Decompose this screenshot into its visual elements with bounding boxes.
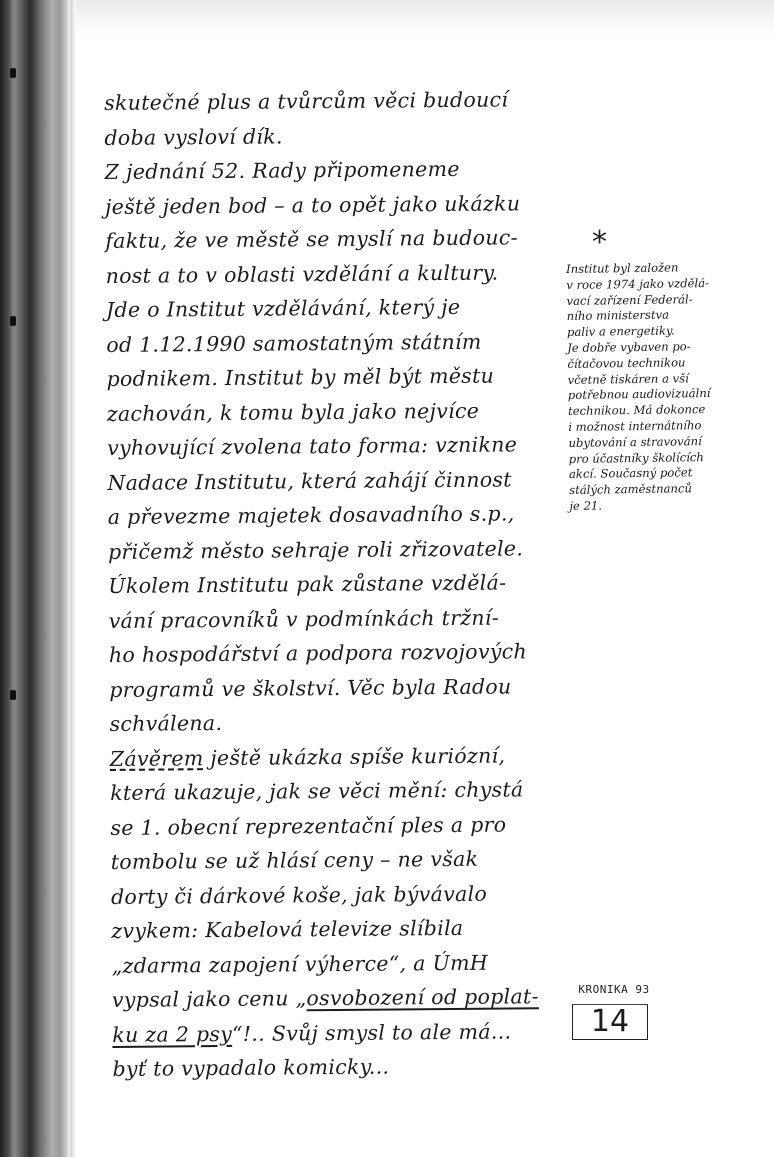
page-fold-shadow <box>70 0 76 1157</box>
note-line: Je dobře vybaven po- <box>567 339 691 355</box>
text-line: vání pracovníků v podmínkách tržní- <box>108 605 500 633</box>
page-number: 14 <box>572 1004 648 1040</box>
note-line: včetně tiskáren a vší <box>567 370 689 387</box>
text-line: byť to vypadalo komicky... <box>112 1054 390 1081</box>
text-line-start: vypsal jako cenu „ <box>111 986 307 1012</box>
text-line-rest: “!.. Svůj smysl to ale má... <box>231 1018 512 1046</box>
text-line: programů ve školství. Věc byla Radou <box>109 673 512 702</box>
note-line: technikou. Má dokonce <box>567 402 706 419</box>
text-line: faktu, že ve městě se myslí na budouc- <box>105 225 518 253</box>
underlined-phrase: ku za 2 psy <box>112 1021 233 1047</box>
text-line: zachován, k tomu byla jako nejvíce <box>106 398 480 426</box>
note-line: v roce 1974 jako vzdělá- <box>566 275 710 292</box>
chronicle-label: KRONIKA 93 <box>578 983 650 996</box>
text-line: Nadace Institutu, která zahájí činnost <box>107 466 512 495</box>
text-line: „zdarma zapojení výherce“, a ÚmH <box>111 950 489 978</box>
page-top-shadow <box>76 0 774 36</box>
note-line: akcí. Současný počet <box>568 465 693 482</box>
text-line: skutečné plus a tvůrcům věci budoucí <box>104 87 509 115</box>
text-line: dorty či dárkové koše, jak bývávalo <box>110 881 488 909</box>
underlined-word: Závěrem <box>109 745 204 771</box>
main-handwritten-text <box>104 82 573 1086</box>
binding-notch <box>10 316 16 326</box>
text-line: přičemž město sehraje roli zřizovatele. <box>107 535 524 564</box>
note-line: pro účastníky školících <box>568 449 704 466</box>
text-line: ještě jeden bod – a to opět jako ukázku <box>104 190 521 219</box>
text-line: nost a to v oblasti vzdělání a kultury. <box>105 260 499 288</box>
text-line: a převezme majetek dosavadního s.p., <box>107 501 515 529</box>
binding-notch <box>10 68 16 78</box>
text-line <box>112 979 572 1018</box>
note-line: čítačovou technikou <box>567 355 686 371</box>
note-line: paliv a energetiky. <box>566 323 675 340</box>
text-line: která ukazuje, jak se věci mění: chystá <box>110 777 524 805</box>
note-line: je 21. <box>569 498 603 513</box>
text-line <box>110 737 570 776</box>
text-line: podnikem. Institut by měl být městu <box>106 363 495 391</box>
text-line: ho hospodářství a podpora rozvojových <box>108 639 528 667</box>
text-line: od 1.12.1990 samostatným státním <box>106 329 482 357</box>
note-line: potřebnou audiovizuální <box>567 386 711 403</box>
note-line: vací zařízení Federál- <box>566 291 693 308</box>
note-line: Institut byl založen <box>566 260 679 276</box>
book-binding <box>0 0 70 1157</box>
text-line <box>112 1013 572 1052</box>
note-line: i možnost internátního <box>568 418 702 434</box>
text-line-rest: ještě ukázka spíše kuriózní, <box>203 743 506 770</box>
text-line: Jde o Institut vzdělávání, který je <box>105 294 461 322</box>
side-note <box>566 259 770 515</box>
text-line: doba vysloví dík. <box>104 123 283 150</box>
text-line: zvykem: Kabelová televize slíbila <box>111 915 464 943</box>
text-line: se 1. obecní reprezentační ples a pro <box>110 812 507 840</box>
underlined-phrase: osvobození od poplat- <box>306 984 539 1011</box>
text-line: schválena. <box>109 710 223 736</box>
text-line: Úkolem Institutu pak zůstane vzdělá- <box>108 570 507 598</box>
note-line: stálých zaměstnanců <box>569 481 692 498</box>
note-line: ubytování a stravování <box>568 433 702 450</box>
text-line: tombolu se už hlásí ceny – ne však <box>110 846 479 874</box>
binding-notch <box>10 690 16 700</box>
text-line: vyhovující zvolena tato forma: vznikne <box>107 432 518 460</box>
note-line: ního ministerstva <box>566 307 670 324</box>
text-line: Z jednání 52. Rady připomeneme <box>104 156 460 184</box>
asterisk-icon: * <box>592 225 607 260</box>
